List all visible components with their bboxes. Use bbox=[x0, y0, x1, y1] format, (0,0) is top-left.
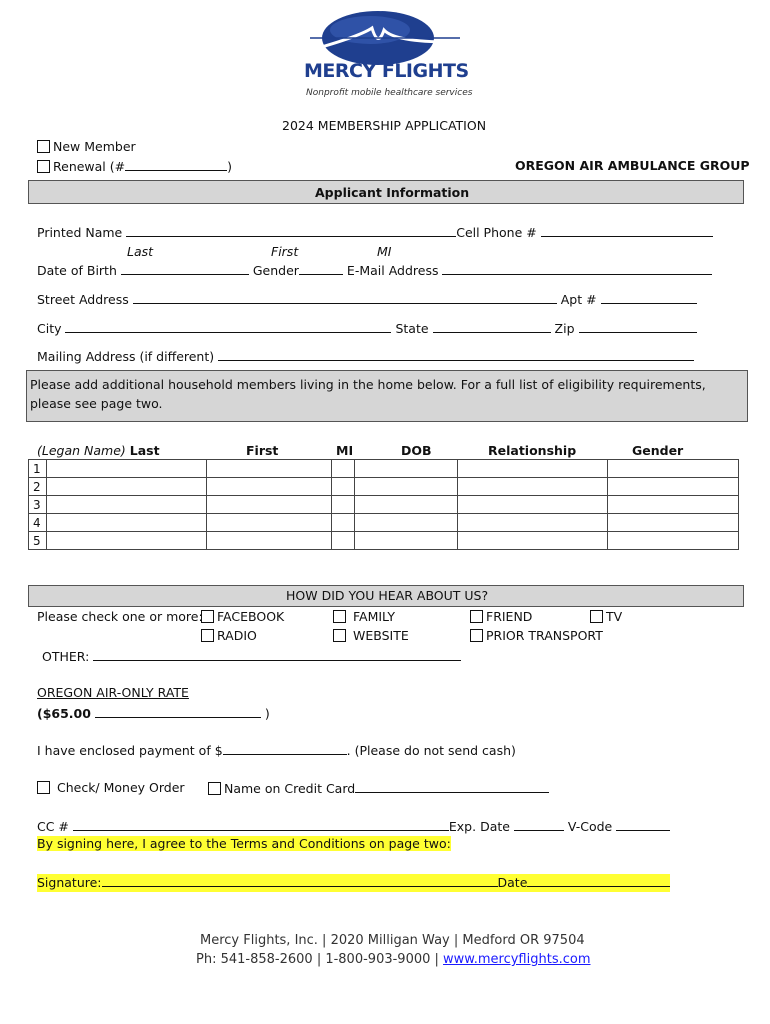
rate-title: OREGON AIR-ONLY RATE bbox=[37, 685, 189, 700]
website-option[interactable] bbox=[333, 628, 409, 643]
dob-label: Date of Birth bbox=[37, 263, 117, 278]
check-money-order-checkbox[interactable] bbox=[37, 781, 50, 794]
zip-field[interactable] bbox=[579, 320, 697, 333]
household-row-number: 2 bbox=[29, 478, 47, 496]
household-mi-cell[interactable] bbox=[332, 460, 355, 478]
zip-label: Zip bbox=[554, 321, 575, 336]
street-label: Street Address bbox=[37, 292, 129, 307]
signature-label: Signature: bbox=[37, 875, 102, 890]
name-on-card-option[interactable] bbox=[208, 780, 549, 796]
household-last-cell[interactable] bbox=[47, 496, 207, 514]
name-on-card-label: Name on Credit Card bbox=[224, 781, 356, 796]
city-label: City bbox=[37, 321, 62, 336]
facebook-checkbox[interactable] bbox=[201, 610, 214, 623]
email-field[interactable] bbox=[442, 262, 712, 275]
street-row bbox=[37, 291, 697, 307]
friend-label: FRIEND bbox=[486, 609, 533, 624]
hear-prompt: Please check one or more: bbox=[37, 609, 203, 624]
household-dob-cell[interactable] bbox=[355, 496, 458, 514]
rate-amount: ($65.00 bbox=[37, 706, 91, 721]
household-dob-cell[interactable] bbox=[355, 532, 458, 550]
first-sublabel: First bbox=[271, 244, 299, 259]
household-mi-cell[interactable] bbox=[332, 496, 355, 514]
check-money-order-label: Check/ Money Order bbox=[56, 780, 185, 795]
last-sublabel: Last bbox=[127, 244, 154, 259]
renewal-label: Renewal (# bbox=[53, 159, 126, 174]
state-field[interactable] bbox=[433, 320, 551, 333]
email-label: E-Mail Address bbox=[346, 263, 439, 278]
renewal-checkbox[interactable] bbox=[37, 160, 50, 173]
household-relationship-cell[interactable] bbox=[458, 460, 608, 478]
footer-contact bbox=[196, 952, 591, 967]
brand-name: MERCY FLIGHTS bbox=[304, 60, 469, 82]
prior-transport-label: PRIOR TRANSPORT bbox=[486, 628, 603, 643]
tv-option[interactable] bbox=[590, 609, 622, 624]
logo bbox=[300, 8, 473, 103]
rate-amount-field[interactable] bbox=[95, 705, 261, 718]
col-last-label: Last bbox=[129, 443, 160, 458]
facebook-label: FACEBOOK bbox=[217, 609, 285, 624]
household-first-cell[interactable] bbox=[207, 496, 332, 514]
household-gender-cell[interactable] bbox=[608, 460, 739, 478]
household-row-number: 5 bbox=[29, 532, 47, 550]
tv-label: TV bbox=[606, 609, 623, 624]
household-first-cell[interactable] bbox=[207, 514, 332, 532]
renewal-option[interactable] bbox=[37, 158, 232, 174]
household-first-cell[interactable] bbox=[207, 460, 332, 478]
applicant-info-title: Applicant Information bbox=[315, 185, 470, 200]
prior-transport-checkbox[interactable] bbox=[470, 629, 483, 642]
household-gender-cell[interactable] bbox=[608, 514, 739, 532]
website-link[interactable]: www.mercyflights.com bbox=[443, 952, 591, 967]
payment-row bbox=[37, 742, 516, 758]
enclosed-label: I have enclosed payment of $ bbox=[37, 743, 223, 758]
household-first-cell[interactable] bbox=[207, 478, 332, 496]
cell-phone-field[interactable] bbox=[541, 224, 713, 237]
household-row-number: 1 bbox=[29, 460, 47, 478]
website-checkbox[interactable] bbox=[333, 629, 346, 642]
household-row bbox=[29, 514, 739, 532]
household-relationship-cell[interactable] bbox=[458, 532, 608, 550]
website-label: WEBSITE bbox=[352, 628, 409, 643]
household-mi-cell[interactable] bbox=[332, 532, 355, 550]
household-first-cell[interactable] bbox=[207, 532, 332, 550]
household-table bbox=[28, 459, 739, 550]
printed-name-field[interactable] bbox=[126, 224, 456, 237]
household-row-number: 4 bbox=[29, 514, 47, 532]
household-col-dob: DOB bbox=[401, 443, 432, 458]
mercy-flights-logo-icon bbox=[300, 8, 470, 68]
renewal-close-paren: ) bbox=[227, 159, 232, 174]
date-label: Date bbox=[497, 875, 528, 890]
household-row bbox=[29, 532, 739, 550]
household-last-cell[interactable] bbox=[47, 532, 207, 550]
household-col-last bbox=[37, 443, 160, 458]
dob-row bbox=[37, 262, 712, 278]
family-checkbox[interactable] bbox=[333, 610, 346, 623]
apt-field[interactable] bbox=[601, 291, 697, 304]
street-field[interactable] bbox=[133, 291, 557, 304]
signature-date-field[interactable] bbox=[527, 874, 670, 887]
printed-name-label: Printed Name bbox=[37, 225, 123, 240]
household-last-cell[interactable] bbox=[47, 460, 207, 478]
other-row bbox=[42, 648, 461, 664]
household-last-cell[interactable] bbox=[47, 478, 207, 496]
household-relationship-cell[interactable] bbox=[458, 478, 608, 496]
signature-field[interactable] bbox=[102, 874, 498, 887]
payment-amount-field[interactable] bbox=[223, 742, 347, 755]
rate-close-paren: ) bbox=[264, 706, 270, 721]
mi-sublabel: MI bbox=[377, 244, 392, 259]
tv-checkbox[interactable] bbox=[590, 610, 603, 623]
household-note: Please add additional household members living in the home below. For a full list of eligibility requirements, please see page two. bbox=[30, 377, 706, 411]
vcode-field[interactable] bbox=[616, 818, 670, 831]
household-mi-cell[interactable] bbox=[332, 514, 355, 532]
household-dob-cell[interactable] bbox=[355, 478, 458, 496]
exp-date-label: Exp. Date bbox=[448, 819, 510, 834]
family-option[interactable] bbox=[333, 609, 395, 624]
printed-name-row bbox=[37, 224, 713, 240]
cc-number-field[interactable] bbox=[73, 818, 449, 831]
household-relationship-cell[interactable] bbox=[458, 514, 608, 532]
facebook-option[interactable] bbox=[201, 609, 284, 624]
household-row bbox=[29, 460, 739, 478]
new-member-option[interactable] bbox=[37, 139, 136, 154]
signature-row bbox=[37, 874, 670, 892]
household-row bbox=[29, 478, 739, 496]
household-row-number: 3 bbox=[29, 496, 47, 514]
form-title: 2024 MEMBERSHIP APPLICATION bbox=[282, 118, 487, 133]
brand-tagline: Nonprofit mobile healthcare services bbox=[306, 88, 473, 98]
exp-date-field[interactable] bbox=[514, 818, 564, 831]
household-col-relationship: Relationship bbox=[488, 443, 577, 458]
household-mi-cell[interactable] bbox=[332, 478, 355, 496]
name-on-card-field[interactable] bbox=[355, 780, 549, 793]
gender-field[interactable] bbox=[299, 262, 343, 275]
mailing-row bbox=[37, 348, 694, 364]
no-cash-note: . (Please do not send cash) bbox=[346, 743, 516, 758]
cc-label: CC # bbox=[37, 819, 69, 834]
city-row bbox=[37, 320, 697, 336]
mailing-field[interactable] bbox=[218, 348, 694, 361]
apt-label: Apt # bbox=[560, 292, 597, 307]
group-name: OREGON AIR AMBULANCE GROUP bbox=[515, 158, 750, 173]
other-label: OTHER: bbox=[42, 649, 90, 664]
household-gender-cell[interactable] bbox=[608, 532, 739, 550]
name-on-card-checkbox[interactable] bbox=[208, 782, 221, 795]
household-col-mi: MI bbox=[336, 443, 354, 458]
legal-name-note: (Legan Name) bbox=[37, 443, 126, 458]
new-member-checkbox[interactable] bbox=[37, 140, 50, 153]
cc-row bbox=[37, 818, 670, 834]
new-member-label: New Member bbox=[53, 139, 136, 154]
city-field[interactable] bbox=[65, 320, 391, 333]
family-label: FAMILY bbox=[352, 609, 395, 624]
vcode-label: V-Code bbox=[567, 819, 613, 834]
household-dob-cell[interactable] bbox=[355, 460, 458, 478]
check-money-order-option[interactable] bbox=[37, 780, 185, 795]
footer-phone: Ph: 541-858-2600 | 1-800-903-9000 | bbox=[196, 952, 444, 967]
household-relationship-cell[interactable] bbox=[458, 496, 608, 514]
gender-label: Gender bbox=[252, 263, 299, 278]
hear-about-title: HOW DID YOU HEAR ABOUT US? bbox=[286, 588, 489, 603]
household-row bbox=[29, 496, 739, 514]
radio-option[interactable] bbox=[201, 628, 257, 643]
footer-address: Mercy Flights, Inc. | 2020 Milligan Way | Medford OR 97504 bbox=[200, 933, 585, 948]
household-gender-cell[interactable] bbox=[608, 478, 739, 496]
state-label: State bbox=[395, 321, 429, 336]
household-dob-cell[interactable] bbox=[355, 514, 458, 532]
radio-label: RADIO bbox=[217, 628, 257, 643]
cell-phone-label: Cell Phone # bbox=[456, 225, 537, 240]
mailing-label: Mailing Address (if different) bbox=[37, 349, 215, 364]
household-col-gender: Gender bbox=[632, 443, 684, 458]
other-field[interactable] bbox=[93, 648, 461, 661]
prior-transport-option[interactable] bbox=[470, 628, 603, 643]
renewal-number-field[interactable] bbox=[125, 158, 227, 171]
friend-checkbox[interactable] bbox=[470, 610, 483, 623]
household-gender-cell[interactable] bbox=[608, 496, 739, 514]
household-col-first: First bbox=[246, 443, 279, 458]
household-last-cell[interactable] bbox=[47, 514, 207, 532]
terms-agreement: By signing here, I agree to the Terms and Conditions on page two: bbox=[37, 836, 451, 851]
radio-checkbox[interactable] bbox=[201, 629, 214, 642]
friend-option[interactable] bbox=[470, 609, 532, 624]
rate-amount-row bbox=[37, 705, 270, 721]
dob-field[interactable] bbox=[121, 262, 249, 275]
